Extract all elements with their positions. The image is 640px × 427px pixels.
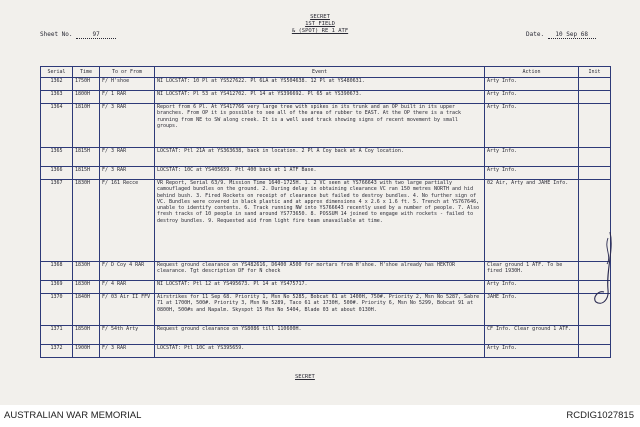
table-row (41, 262, 611, 281)
action-cell: JAHE Info. (485, 294, 579, 326)
from-cell: F/ 1 RAR (100, 91, 155, 104)
serial-cell: 1364 (41, 104, 73, 148)
sheet-label: Sheet No. (40, 31, 73, 38)
sheet-number (40, 31, 116, 39)
init-cell (579, 91, 611, 104)
event-cell: LOCSTAT: 10C at YS405659. Ptl 400 back at 1 ATF Base. (155, 167, 485, 180)
event-cell: LOCSTAT: Ptl 10C at YS395659. (155, 345, 485, 358)
archive-reference: RCDIG1027815 (566, 410, 634, 421)
from-cell: F/ 3 RAR (100, 104, 155, 148)
log-table (40, 66, 611, 358)
table-row (41, 326, 611, 345)
classification-bottom: SECRET (295, 374, 315, 380)
date-label: Date. (526, 31, 545, 38)
serial-cell: 1371 (41, 326, 73, 345)
col-to-from: To or From (100, 67, 155, 78)
time-cell: 1840H (73, 294, 100, 326)
table-row (41, 91, 611, 104)
init-cell (579, 326, 611, 345)
col-init: Init (579, 67, 611, 78)
col-action: Action (485, 67, 579, 78)
event-cell: NI LOCSTAT: 10 Pl at YS527622. Pl 6LA at YS504638. 12 Pl at YS480631. (155, 78, 485, 91)
from-cell: F/ 3 RAR (100, 345, 155, 358)
time-cell: 1850H (73, 326, 100, 345)
from-cell: F/ 54th Arty (100, 326, 155, 345)
init-cell (579, 345, 611, 358)
serial-cell: 1362 (41, 78, 73, 91)
from-cell: F/ 03 Air II FFV (100, 294, 155, 326)
action-cell: Arty Info. (485, 281, 579, 294)
action-cell: Arty Info. (485, 167, 579, 180)
table-row (41, 167, 611, 180)
init-cell (579, 148, 611, 167)
col-serial: Serial (41, 67, 73, 78)
sheet-date (526, 31, 596, 39)
from-cell: F/ 161 Recce (100, 180, 155, 262)
serial-cell: 1367 (41, 180, 73, 262)
table-row (41, 345, 611, 358)
action-cell: Arty Info. (485, 78, 579, 91)
from-cell: F/ H'shoe (100, 78, 155, 91)
serial-cell: 1366 (41, 167, 73, 180)
from-cell: F/ D Coy 4 RAR (100, 262, 155, 281)
event-cell: Request ground clearance on YS8086 till 110600H. (155, 326, 485, 345)
table-header-row (41, 67, 611, 78)
action-cell: Arty Info. (485, 104, 579, 148)
serial-cell: 1363 (41, 91, 73, 104)
time-cell: 1830H (73, 281, 100, 294)
table-row (41, 78, 611, 91)
from-cell: F/ 3 RAR (100, 167, 155, 180)
table-row (41, 281, 611, 294)
action-cell: CF Info. Clear ground 1 ATF. (485, 326, 579, 345)
action-cell: Arty Info. (485, 91, 579, 104)
time-cell: 1830H (73, 262, 100, 281)
from-cell: F/ 4 RAR (100, 281, 155, 294)
table-row (41, 148, 611, 167)
event-cell: Request ground clearance on YS482616, D6400 A500 for mortars from H'shoe. H'shoe already has HEKTOR clearance. Tgt description DF for N check (155, 262, 485, 281)
action-cell: Arty Info. (485, 148, 579, 167)
sheet-value: 97 (76, 31, 116, 39)
col-event: Event (155, 67, 485, 78)
serial-cell: 1372 (41, 345, 73, 358)
event-cell: LOCSTAT: Ptl 21A at YS363638, back in location. 2 Pl A Coy back at A Coy location. (155, 148, 485, 167)
time-cell: 1810H (73, 104, 100, 148)
event-cell: NI LOCSTAT: Ptl 12 at YS495673. Pl 14 at YS475717. (155, 281, 485, 294)
archive-source: AUSTRALIAN WAR MEMORIAL (4, 410, 142, 421)
action-cell: Arty Info. (485, 345, 579, 358)
time-cell: 1815H (73, 148, 100, 167)
event-cell: Report from 6 Pl. At YS417766 very large tree with spikes in its trunk and an OP built in its upper branches. From OP it is possible to see all of the area of rubber to EAST. At the OP there is a track running from NE to SW along creek. It is a well used track showing signs of recent movement by small groups. (155, 104, 485, 148)
event-cell: NI LOCSTAT: Pl 53 at YS412702. Pl 14 at YS396692. Pl 65 at YS390673. (155, 91, 485, 104)
time-cell: 1900H (73, 345, 100, 358)
table-row (41, 294, 611, 326)
table-row (41, 180, 611, 262)
archive-caption-bar (0, 408, 640, 427)
time-cell: 1800H (73, 91, 100, 104)
init-cell (579, 78, 611, 91)
from-cell: F/ 3 RAR (100, 148, 155, 167)
init-cell (579, 104, 611, 148)
time-cell: 1750H (73, 78, 100, 91)
unit-line-1: 1ST FIELD (305, 21, 335, 27)
serial-cell: 1368 (41, 262, 73, 281)
init-cell (579, 167, 611, 180)
table-row (41, 104, 611, 148)
date-value: 10 Sep 68 (548, 31, 596, 39)
col-time: Time (73, 67, 100, 78)
event-cell: Airstrikes for 11 Sep 68. Priority 1, Msn No 5285, Bobcat 61 at 1400H, 750#. Priority 2, Msn No 5287, Sabre 71 at 1700H, 500#. Priority 3, Msn No 5289, Taco 61 at 1730H, 500#. Priority 6, Msn No 5299, Bobcat 91 at 0800H, 500#s and Napalm. Skyspot 15 Msn No 5404, Blade 03 at about 0130H. (155, 294, 485, 326)
time-cell: 1830H (73, 180, 100, 262)
serial-cell: 1370 (41, 294, 73, 326)
classification-top: SECRET (310, 14, 330, 20)
serial-cell: 1365 (41, 148, 73, 167)
unit-line-2: & (SPOT) RE 1 ATF (291, 28, 349, 34)
serial-cell: 1369 (41, 281, 73, 294)
time-cell: 1815H (73, 167, 100, 180)
event-cell: VR Report, Serial 63/9. Mission Time 1640-1725H. 1. 2 VC seen at YS766643 with two large partially camouflaged bundles on the ground. 2. During delay in obtaining clearance VC ran 150 metres NORTH and hid behind bush. 3. Fired Rockets on receipt of clearance but failed to destroy bundles. 4. No further sign of VC. Bundles were covered in black plastic and at approx dimensions 4 x 2.6 x 1.6 ft. 5. Trench at YS767646, unable to identify contents. 6. Track running NW into YS766643 recently used by a number of people. 7. Also fresh tracks of 10 people in sand around YS773650. 8. POSSUM 14 joined to engage with rockets - failed to destroy bundles. 9. Requested aid from light fire team unavailable at time. (155, 180, 485, 262)
action-cell: 02 Air, Arty and JAHE Info. (485, 180, 579, 262)
action-cell: Clear ground 1 ATF. To be fired 1930H. (485, 262, 579, 281)
handwritten-initial (590, 230, 620, 310)
